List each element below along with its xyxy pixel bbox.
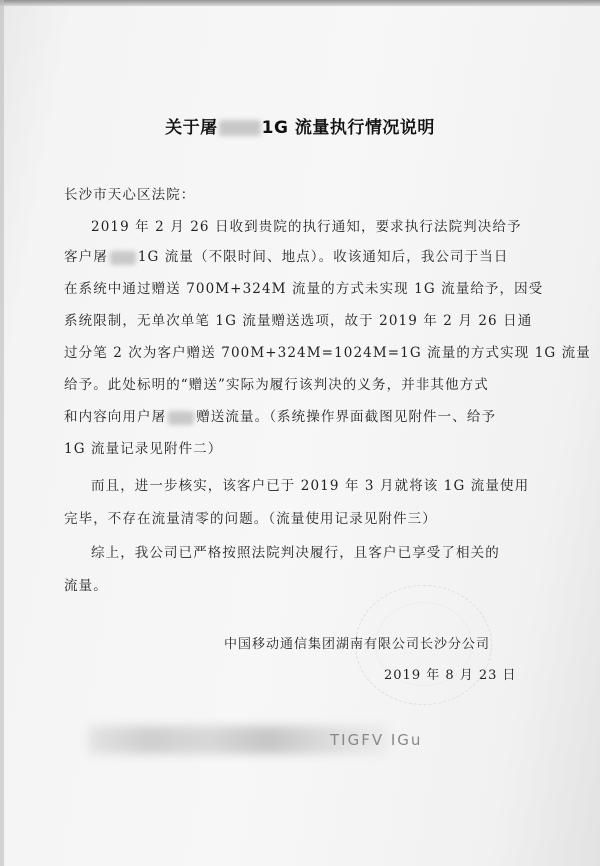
signature-date: 2019 年 8 月 23 日	[384, 668, 517, 683]
line7-rest: 赠送流量。（系统操作界面截图见附件一、给予	[196, 409, 497, 425]
document-title	[0, 113, 600, 138]
line7-prefix: 和内容向用户屠	[64, 409, 167, 425]
body-line-3: 在系统中通过赠送 700M+324M 流量的方式未实现 1G 流量给予，因受	[64, 281, 544, 297]
redacted-name	[219, 120, 261, 136]
body-line-7	[64, 405, 496, 425]
body-line-12: 流量。	[64, 578, 108, 594]
title-prefix: 关于屠	[165, 118, 218, 138]
body-line-11: 综上，我公司已严格按照法院判决履行，且客户已享受了相关的	[91, 545, 500, 561]
redacted-name	[168, 411, 194, 425]
line2-rest: 1G 流量（不限时间、地点）。收该通知后，我公司于当日	[137, 249, 509, 265]
addressee: 长沙市天心区法院：	[64, 187, 196, 203]
body-line-2	[64, 245, 508, 265]
body-line-4: 系统限制，无单次单笔 1G 流量赠送选项，故于 2019 年 2 月 26 日通	[64, 313, 533, 329]
body-line-9: 而且，进一步核实，该客户已于 2019 年 3 月就将该 1G 流量使用	[91, 478, 530, 494]
body-line-1: 2019 年 2 月 26 日收到贵院的执行通知，要求执行法院判决给予	[91, 219, 522, 235]
handwriting-fragment: TIGFV IGu	[330, 731, 423, 749]
body-line-5: 过分笔 2 次为客户赠送 700M+324M=1024M=1G 流量的方式实现 1G 流量	[64, 345, 591, 361]
body-line-10: 完毕，不存在流量清零的问题。（流量使用记录见附件三）	[64, 511, 437, 527]
body-line-6: 给予。此处标明的“赠送”实际为履行该判决的义务，并非其他方式	[64, 377, 489, 393]
redacted-name	[110, 251, 136, 265]
signature-org: 中国移动通信集团湖南有限公司长沙分公司	[224, 637, 491, 652]
page-edge-shadow	[0, 0, 600, 6]
line2-prefix: 客户屠	[64, 249, 108, 265]
body-line-8: 1G 流量记录见附件二）	[64, 441, 223, 457]
title-suffix: 1G 流量执行情况说明	[261, 118, 435, 138]
